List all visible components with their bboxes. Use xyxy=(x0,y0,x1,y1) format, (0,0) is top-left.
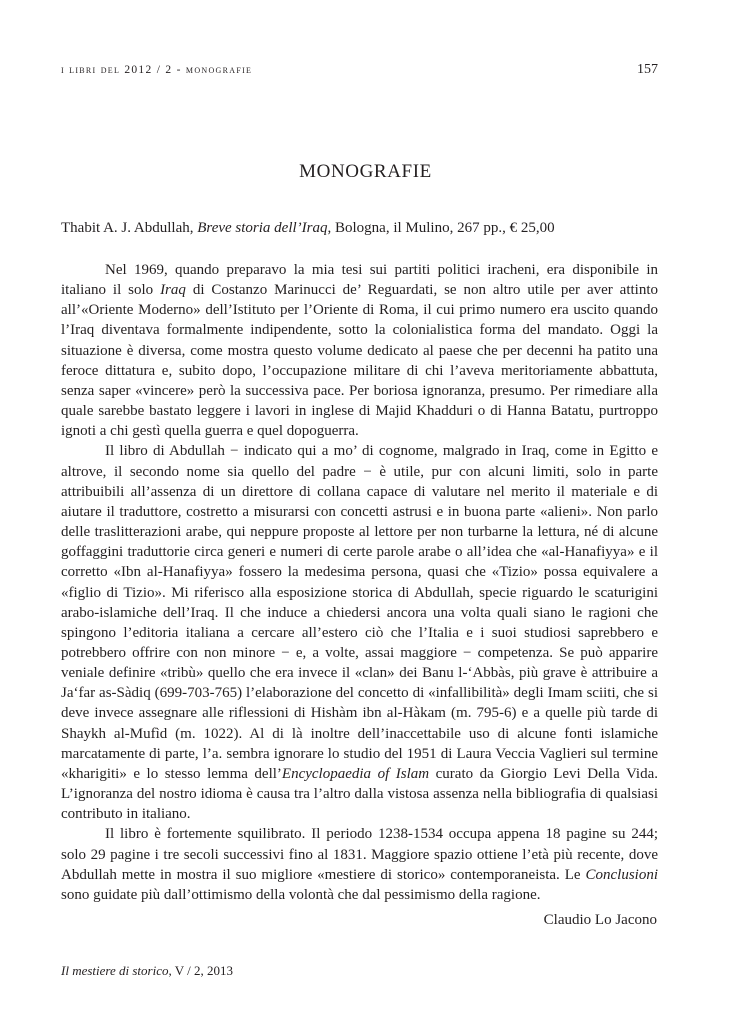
journal-title: Il mestiere di storico xyxy=(61,963,169,978)
running-head xyxy=(61,62,658,78)
book-citation xyxy=(61,218,661,239)
italic-title-conclusioni: Conclusioni xyxy=(585,866,658,883)
paragraph-2: Il libro di Abdullah − indicato qui a mo’ di cognome, malgrado in Iraq, come in Egitto e altrove, il secondo nome sia quello del padre − è utile, pur con alcuni limiti, solo in parte attribuibili all’assenza di un direttore di collana capace di valutare nel merito il materiale e di aiutare il traduttore, costretto a misurarsi con concetti astrusi e in buona parte «alieni». Non parlo delle traslitterazioni arabe, qui neppure proposte al lettore per non turbarne la lettura, né di alcune goffaggini traduttorie circa generi e numeri di certe parole arabe o all’idea che «al-Hanafiyya» e il corretto «Ibn al-Hanafiyya» fossero la medesima persona, quasi che «Tizio» possa equivalere a «figlio di Tizio». Mi riferisco alla esposizione storica di Abdullah, specie riguardo le scaturigini arabo-islamiche dell’Iraq. Il che induce a chiedersi ancora una volta quali siano le ragioni che spingono l’editoria italiana a cercare all’estero ciò che l’Italia e i suoi studiosi saprebbero e potrebbero offrire con non minore − e, a volte, assai maggiore − competenza. Se può apparire veniale definire «tribù» quello che era invece il «clan» dei Banu l-‘Abbàs, più grave è attribuire a Ja‘far as-Sàdiq (699-703-765) l’elaborazione del concetto di «infallibilità» degli Imam sciiti, che si deve invece assegnare alle riflessioni di Hishàm ibn al-Hàkam (m. 795-6) e a quelle più tarde di Shaykh al-Mufìd (m. 1022). Al di là inoltre dell’inaccettabile uso di alcune fonti islamiche marcatamente di parte, l’a. sembra ignorare lo studio del 1951 di Laura Veccia Vaglieri sul termine «kharigiti» e lo stesso lemma dell’Encyclopaedia of Islam curato da Giorgio Levi Della Vida. L’ignoranza del nostro idioma è causa tra l’altro dalla vistosa assenza nella bibliografia di qualsiasi contributo in italiano. xyxy=(61,443,658,823)
section-title: MONOGRAFIE xyxy=(299,161,432,182)
citation-details: , Bologna, il Mulino, 267 pp., € 25,00 xyxy=(327,220,555,236)
italic-title-encyclopaedia: Encyclopaedia of Islam xyxy=(281,765,430,782)
running-title: i libri del 2012 / 2 - monografie xyxy=(61,64,253,76)
italic-title-iraq: Iraq xyxy=(160,282,186,299)
citation-author: Thabit A. J. Abdullah, xyxy=(61,220,198,236)
review-body xyxy=(61,260,658,905)
page-number: 157 xyxy=(637,62,658,77)
paragraph-1: Nel 1969, quando preparavo la mia tesi sui partiti politici iracheni, era disponibile in italiano il solo Iraq di Costanzo Marinucci de’ Reguardati, se non altro utile per aver attinto all’«Oriente Moderno» dell’Istituto per l’Oriente di Roma, il cui primo numero era uscito quando l’Iraq diventava formalmente indipendente, sotto la colonialistica forma del mandato. Oggi la situazione è diversa, come mostra questo volume dedicato al paese che per decenni ha patito una feroce dittatura e, subito dopo, l’occupazione militare di chi l’aveva meritoriamente abbattuta, senza saper «vincere» però la successiva pace. Per boriosa ignoranza, presumo. Per rimediare alla quale sarebbe bastato leggere i lavori in inglese di Majid Khadduri o di Hanna Batatu, purtroppo ignoti a chi gestì quella guerra e quel dopoguerra. xyxy=(61,262,658,440)
journal-footer xyxy=(61,963,233,979)
journal-issue: , V / 2, 2013 xyxy=(168,963,234,978)
paragraph-3: Il libro è fortemente squilibrato. Il periodo 1238-1534 occupa appena 18 pagine su 244; solo 29 pagine i tre secoli successivi fino al 1831. Maggiore spazio ottiene l’età più recente, dove Abdullah mette in mostra il suo migliore «mestiere di storico» contemporaneista. Le Conclusioni sono guidate più dall’ottimismo della volontà che dal pessimismo della ragione. xyxy=(61,826,658,903)
reviewer-name: Claudio Lo Jacono xyxy=(543,912,657,928)
citation-book-title: Breve storia dell’Iraq xyxy=(197,220,328,236)
